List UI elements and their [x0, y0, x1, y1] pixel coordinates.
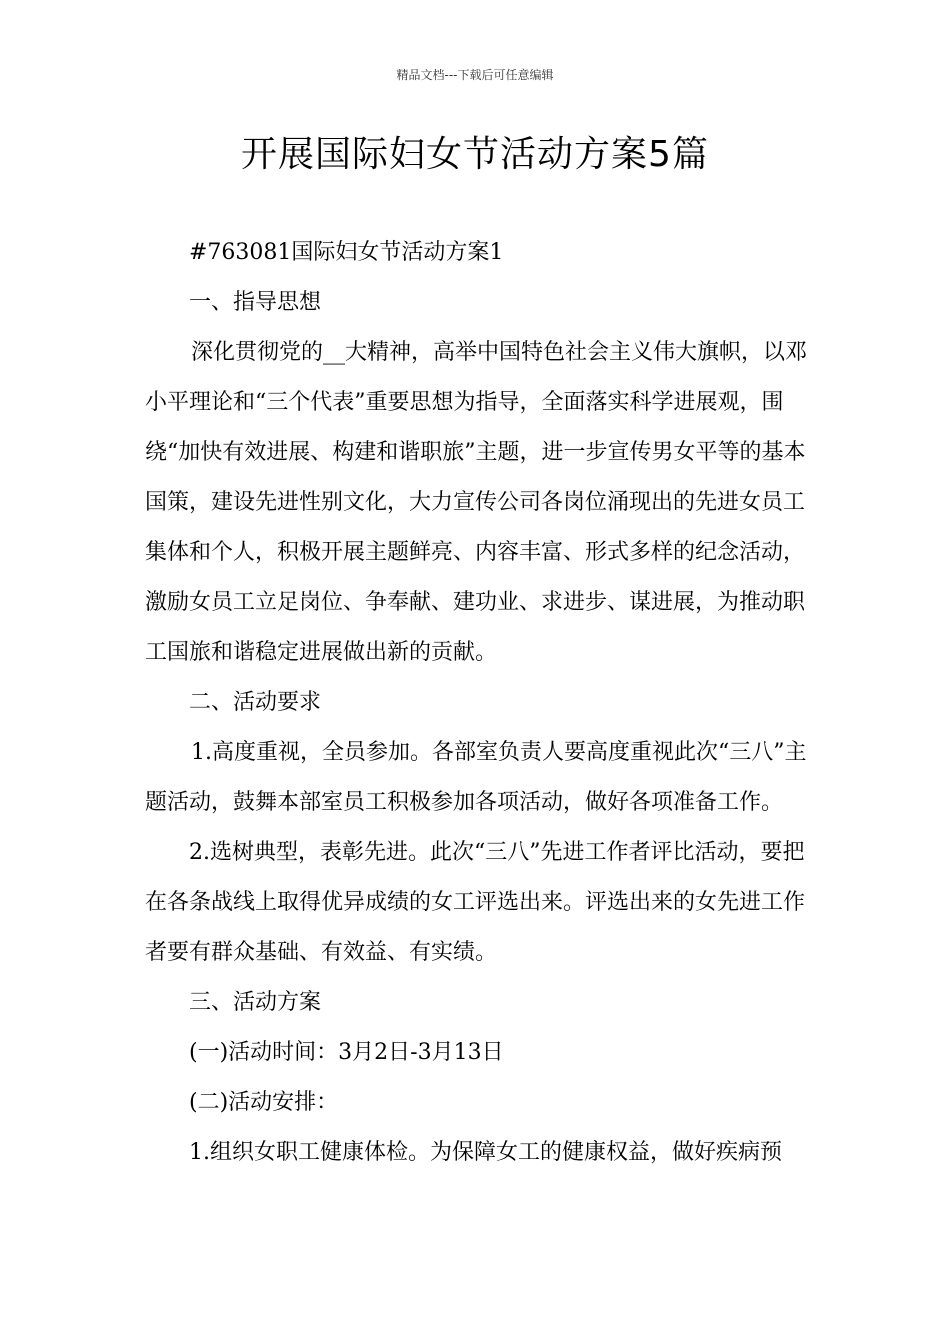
- section-heading-3: 三、活动方案: [189, 990, 322, 1015]
- section-heading-2: 二、活动要求: [189, 690, 322, 715]
- section-heading-1: 一、指导思想: [189, 290, 322, 315]
- page-header: 精品文档---下载后可任意编辑: [396, 68, 554, 82]
- paragraph-requirement-2: 2.选树典型，表彰先进。此次“三八”先进工作者评比活动，要把在各条战线上取得优异成绩的女工评选出来。评选出来的女先进工作者要有群众基础、有效益、有实绩。: [145, 840, 806, 965]
- paragraph-activity-arrangement: (二)活动安排：: [189, 1090, 339, 1115]
- document-body: [145, 228, 810, 1178]
- document-title: 开展国际妇女节活动方案5篇: [241, 134, 709, 175]
- paragraph-requirement-1: 1.高度重视，全员参加。各部室负责人要高度重视此次“三八”主题活动，鼓舞本部室员工积极参加各项活动，做好各项准备工作。: [145, 740, 807, 815]
- paragraph-activity-time: (一)活动时间：3月2日-3月13日: [189, 1040, 504, 1065]
- paragraph-heading: #763081国际妇女节活动方案1: [189, 240, 504, 265]
- paragraph-guiding-thought: 深化贯彻党的__大精神，高举中国特色社会主义伟大旗帜，以邓小平理论和“三个代表”重要思想为指导，全面落实科学进展观，围绕“加快有效进展、构建和谐职旅”主题，进一步宣传男女平等的基本国策，建设先进性别文化，大力宣传公司各岗位涌现出的先进女员工集体和个人，积极开展主题鲜亮、内容丰富、形式多样的纪念活动，激励女员工立足岗位、争奉献、建功业、求进步、谋进展，为推动职工国旅和谐稳定进展做出新的贡献。: [145, 340, 808, 665]
- paragraph-health-check: 1.组织女职工健康体检。为保障女工的健康权益，做好疾病预: [189, 1140, 782, 1165]
